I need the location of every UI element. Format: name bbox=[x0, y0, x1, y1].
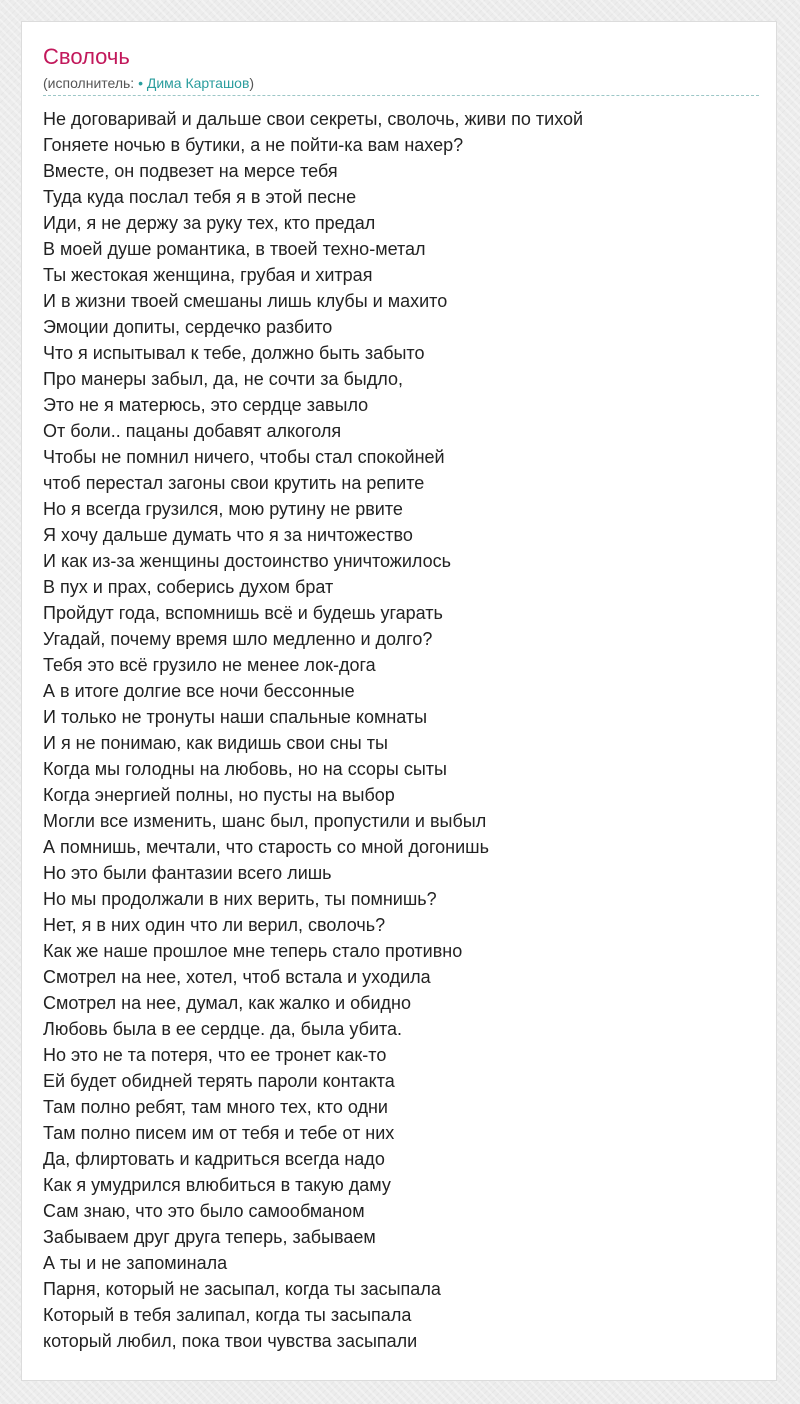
lyric-line: От боли.. пацаны добавят алкоголя bbox=[43, 421, 342, 441]
byline-suffix: ) bbox=[249, 75, 255, 91]
lyric-line: который любил, пока твои чувства засыпали bbox=[43, 1331, 418, 1351]
lyric-line: чтоб перестал загоны свои крутить на репите bbox=[43, 473, 425, 493]
lyric-line: Иди, я не держу за руку тех, кто предал bbox=[43, 213, 376, 233]
lyric-line: В моей душе романтика, в твоей техно-метал bbox=[43, 239, 426, 259]
artist-byline bbox=[43, 73, 759, 96]
lyric-line: Ты жестокая женщина, грубая и хитрая bbox=[43, 265, 373, 285]
lyric-line: Но мы продолжали в них верить, ты помнишь? bbox=[43, 889, 437, 909]
lyric-line: Могли все изменить, шанс был, пропустили и выбыл bbox=[43, 811, 487, 831]
lyric-line: Не договаривай и дальше свои секреты, сволочь, живи по тихой bbox=[43, 109, 584, 129]
artist-link[interactable]: • Дима Карташов bbox=[138, 75, 250, 91]
lyric-line: Что я испытывал к тебе, должно быть забыто bbox=[43, 343, 425, 363]
lyric-line: Но это не та потеря, что ее тронет как-то bbox=[43, 1045, 387, 1065]
lyric-line: В пух и прах, соберись духом брат bbox=[43, 577, 334, 597]
lyric-line: И я не понимаю, как видишь свои сны ты bbox=[43, 733, 388, 753]
lyric-line: Когда энергией полны, но пусты на выбор bbox=[43, 785, 395, 805]
lyric-line: Пройдут года, вспомнишь всё и будешь угарать bbox=[43, 603, 443, 623]
lyric-line: И в жизни твоей смешаны лишь клубы и махито bbox=[43, 291, 448, 311]
lyric-line: Как я умудрился влюбиться в такую даму bbox=[43, 1175, 391, 1195]
lyric-line: Любовь была в ее сердце. да, была убита. bbox=[43, 1019, 403, 1039]
lyric-line: Забываем друг друга теперь, забываем bbox=[43, 1227, 376, 1247]
lyric-line: Про манеры забыл, да, не сочти за быдло, bbox=[43, 369, 403, 389]
lyric-line: А ты и не запоминала bbox=[43, 1253, 228, 1273]
lyric-line: А помнишь, мечтали, что старость со мной догонишь bbox=[43, 837, 489, 857]
byline-prefix: (исполнитель: bbox=[43, 75, 139, 91]
lyric-line: Ей будет обидней терять пароли контакта bbox=[43, 1071, 395, 1091]
song-title: Сволочь bbox=[43, 44, 130, 69]
lyric-line: Это не я матерюсь, это сердце завыло bbox=[43, 395, 369, 415]
lyric-line: Гоняете ночью в бутики, а не пойти-ка вам нахер? bbox=[43, 135, 464, 155]
lyric-line: Нет, я в них один что ли верил, сволочь? bbox=[43, 915, 386, 935]
lyric-line: Эмоции допиты, сердечко разбито bbox=[43, 317, 333, 337]
lyric-line: А в итоге долгие все ночи бессонные bbox=[43, 681, 355, 701]
lyric-line: Там полно ребят, там много тех, кто одни bbox=[43, 1097, 388, 1117]
lyrics-card bbox=[21, 21, 777, 1381]
lyric-line: Когда мы голодны на любовь, но на ссоры сыты bbox=[43, 759, 447, 779]
lyric-line: И как из-за женщины достоинство уничтожилось bbox=[43, 551, 451, 571]
lyric-line: Туда куда послал тебя я в этой песне bbox=[43, 187, 357, 207]
lyric-line: Но я всегда грузился, мою рутину не рвите bbox=[43, 499, 403, 519]
lyric-line: Вместе, он подвезет на мерсе тебя bbox=[43, 161, 338, 181]
lyric-line: Парня, который не засыпал, когда ты засыпала bbox=[43, 1279, 441, 1299]
lyric-line: Да, флиртовать и кадриться всегда надо bbox=[43, 1149, 385, 1169]
lyric-line: И только не тронуты наши спальные комнаты bbox=[43, 707, 428, 727]
lyric-line: Сам знаю, что это было самообманом bbox=[43, 1201, 365, 1221]
lyric-line: Но это были фантазии всего лишь bbox=[43, 863, 332, 883]
lyrics-text bbox=[43, 106, 583, 1354]
lyric-line: Как же наше прошлое мне теперь стало противно bbox=[43, 941, 463, 961]
lyric-line: Чтобы не помнил ничего, чтобы стал спокойней bbox=[43, 447, 445, 467]
lyric-line: Там полно писем им от тебя и тебе от них bbox=[43, 1123, 395, 1143]
lyric-line: Угадай, почему время шло медленно и долго? bbox=[43, 629, 433, 649]
lyric-line: Тебя это всё грузило не менее лок-дога bbox=[43, 655, 376, 675]
lyric-line: Смотрел на нее, хотел, чтоб встала и уходила bbox=[43, 967, 431, 987]
lyric-line: Я хочу дальше думать что я за ничтожество bbox=[43, 525, 413, 545]
lyric-line: Смотрел на нее, думал, как жалко и обидно bbox=[43, 993, 411, 1013]
lyric-line: Который в тебя залипал, когда ты засыпала bbox=[43, 1305, 412, 1325]
